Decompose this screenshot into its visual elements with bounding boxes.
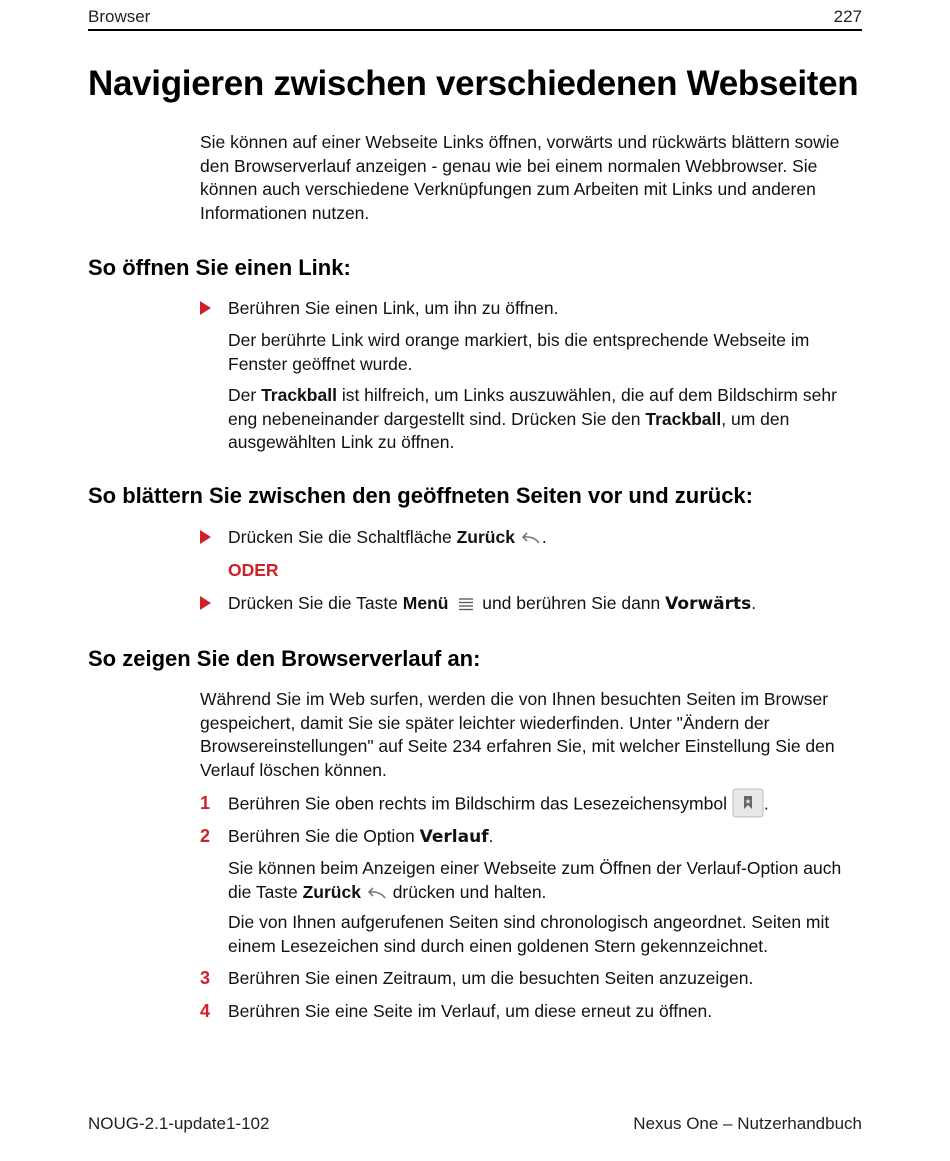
step-number: 2 — [200, 826, 211, 846]
step-text: Berühren Sie oben rechts im Bildschirm das Lesezeichensymbol . — [228, 792, 868, 818]
header-section: Browser — [88, 7, 151, 26]
document-code: NOUG-2.1-update1-102 — [88, 1114, 270, 1133]
intro-paragraph: Sie können auf einer Webseite Links öffnen, vorwärts und rückwärts blättern sowie den Browserverlauf anzeigen - genau wie bei einem normalen Webbrowser. Sie können auch verschiedene Verknüpfungen zum Arbeiten mit Links und anderen Informationen nutzen. — [200, 132, 840, 223]
bullet-triangle-icon — [200, 297, 220, 322]
step-text: Berühren Sie einen Zeitraum, um die besuchten Seiten anzuzeigen. — [228, 968, 754, 988]
back-arrow-icon — [366, 886, 388, 900]
note-text: Der berührte Link wird orange markiert, bis die entsprechende Webseite im Fenster geöffnet wurde. — [228, 330, 810, 374]
menu-icon — [453, 596, 477, 612]
page-title: Navigieren zwischen verschiedenen Webseiten — [88, 64, 859, 103]
step-number: 1 — [200, 793, 211, 813]
section-heading-history: So zeigen Sie den Browserverlauf an: — [88, 646, 481, 671]
or-text: ODER — [228, 560, 279, 580]
history-intro: Während Sie im Web surfen, werden die von Ihnen besuchten Seiten im Browser gespeichert, damit Sie sie später leichter wiederfinden. Unter "Ändern der Browsereinstellungen" auf Seite 234 erfahren Sie, mit welcher Einstellung Sie den Verlauf löschen können. — [200, 689, 835, 780]
document-title: Nexus One – Nutzerhandbuch — [633, 1114, 862, 1133]
step-text: Berühren Sie einen Link, um ihn zu öffnen. — [228, 298, 559, 318]
bullet-triangle-icon — [200, 526, 220, 551]
back-arrow-icon — [520, 531, 542, 545]
page-header — [88, 4, 862, 31]
note-text: Sie können beim Anzeigen einer Webseite zum Öffnen der Verlauf-Option auch die Taste Zurück drücken und halten. — [228, 858, 842, 902]
note-text: Der Trackball ist hilfreich, um Links auszuwählen, die auf dem Bildschirm sehr eng nebeneinander dargestellt sind. Drücken Sie den Trackball, um den ausgewählten Link zu öffnen. — [228, 385, 837, 452]
page-number: 227 — [833, 7, 862, 26]
step-number: 3 — [200, 968, 211, 988]
note-text: Die von Ihnen aufgerufenen Seiten sind chronologisch angeordnet. Seiten mit einem Lesezeichen sind durch einen goldenen Stern gekennzeichnet. — [228, 912, 830, 956]
bookmark-icon — [732, 788, 764, 818]
step-text: Drücken Sie die Schaltfläche Zurück . — [228, 527, 547, 547]
section-heading-open-link: So öffnen Sie einen Link: — [88, 255, 351, 280]
step-number: 4 — [200, 1001, 211, 1021]
bullet-triangle-icon — [200, 592, 220, 617]
section-heading-navigate: So blättern Sie zwischen den geöffneten Seiten vor und zurück: — [88, 483, 753, 508]
step-text: Drücken Sie die Taste Menü und berühren Sie dann Vorwärts. — [228, 593, 757, 614]
page-footer — [88, 1114, 862, 1134]
step-text: Berühren Sie die Option Verlauf. — [228, 826, 494, 847]
step-text: Berühren Sie eine Seite im Verlauf, um diese erneut zu öffnen. — [228, 1001, 713, 1021]
